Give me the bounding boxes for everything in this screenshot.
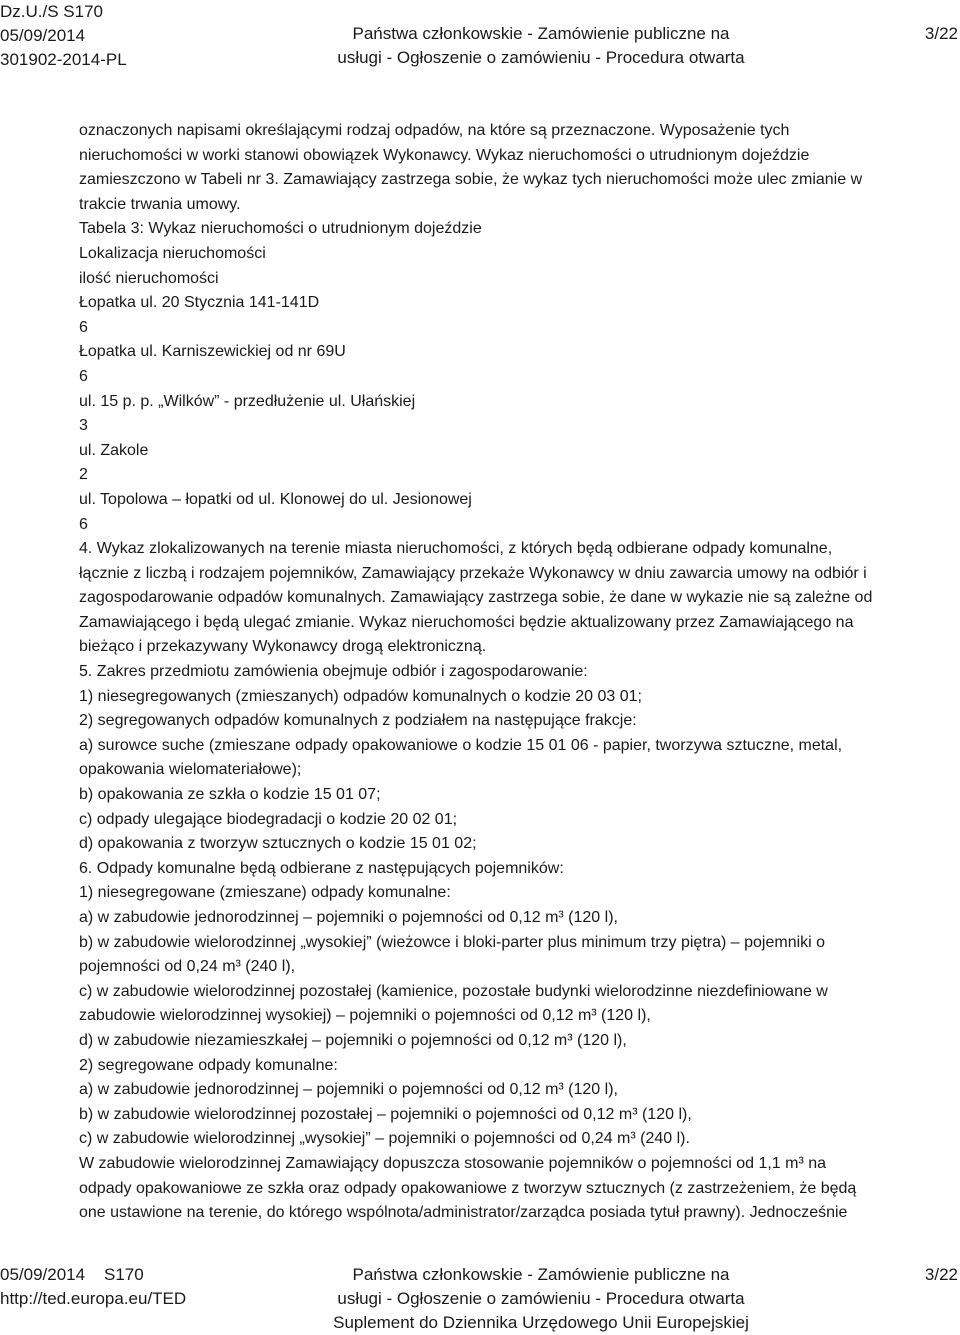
header-title [331,22,751,70]
footer-left [0,1263,186,1311]
body-line: a) surowce suche (zmieszane odpady opakowaniowe o kodzie 15 01 06 - papier, tworzywa sztuczne, metal, [79,736,843,754]
body-line: zabudowie wielorodzinnej wysokiej) – pojemniki o pojemności od 0,12 m³ (120 l), [79,1007,651,1025]
document-body [79,119,957,1226]
body-line: one ustawione na terenie, do którego wspólnota/administrator/zarządca posiada tytuł prawny). Jednocześnie [79,1204,848,1222]
body-line: d) w zabudowie niezamieszkałej – pojemniki o pojemności od 0,12 m³ (120 l), [79,1031,627,1049]
body-line: Tabela 3: Wykaz nieruchomości o utrudnionym dojeździe [79,220,482,238]
body-line: ul. Zakole [79,441,149,459]
header-page-number: 3/22 [924,24,958,43]
footer-supplement: Suplement do Dziennika Urzędowego Unii Europejskiej [333,1313,749,1332]
body-line: 3 [79,417,88,435]
footer-link[interactable]: http://ted.europa.eu/TED [0,1289,187,1308]
footer-title [306,1263,776,1335]
footer-date-series: 05/09/2014 S170 [0,1265,144,1284]
body-line: oznaczonych napisami określającymi rodzaj odpadów, na które są przeznaczone. Wyposażenie tych [79,122,790,139]
body-line: nieruchomości w worki stanowi obowiązek Wykonawcy. Wykaz nieruchomości o utrudnionym dojeździe [79,146,810,164]
body-line: bieżąco i przekazywany Wykonawcy drogą elektroniczną. [79,638,487,656]
body-line: b) w zabudowie wielorodzinnej pozostałej – pojemniki o pojemności od 0,12 m³ (120 l), [79,1105,692,1123]
body-line: Łopatka ul. 20 Stycznia 141-141D [79,294,320,312]
journal-reference: Dz.U./S S170 [0,2,103,21]
body-line: trakcie trwania umowy. [79,195,241,213]
body-line: d) opakowania z tworzyw sztucznych o kodzie 15 01 02; [79,835,477,853]
body-line: ul. 15 p. p. „Wilków” - przedłużenie ul. Ułańskiej [79,392,416,410]
body-line: 6 [79,367,88,385]
notice-number: 301902-2014-PL [0,50,127,69]
footer-title-line: usługi - Ogłoszenie o zamówieniu - Procedura otwarta [337,1289,745,1308]
body-line: 6 [79,318,88,336]
body-line: ilość nieruchomości [79,269,219,287]
body-line: 1) niesegregowane (zmieszane) odpady komunalne: [79,884,451,902]
body-line: Zamawiającego i będą ulegać zmianie. Wykaz nieruchomości będzie aktualizowany przez Zamawiającego na [79,613,854,631]
body-line: c) w zabudowie wielorodzinnej pozostałej (kamienice, pozostałe budynki wielorodzinne niezdefiniowane w [79,982,828,1000]
body-line: 6 [79,515,88,533]
body-line: 5. Zakres przedmiotu zamówienia obejmuje odbiór i zagospodarowanie: [79,663,588,681]
body-line: a) w zabudowie jednorodzinnej – pojemniki o pojemności od 0,12 m³ (120 l), [79,1081,618,1099]
body-line: 1) niesegregowanych (zmieszanych) odpadów komunalnych o kodzie 20 03 01; [79,687,642,705]
page-footer [0,1263,960,1334]
header-title-line: Państwa członkowskie - Zamówienie publiczne na [352,24,730,43]
body-line: Łopatka ul. Karniszewickiej od nr 69U [79,343,346,361]
header-title-line: usługi - Ogłoszenie o zamówieniu - Procedura otwarta [337,48,745,67]
header-left [0,0,127,72]
body-line: 4. Wykaz zlokalizowanych na terenie miasta nieruchomości, z których będą odbierane odpady komunalne, [79,540,833,558]
body-line: a) w zabudowie jednorodzinnej – pojemniki o pojemności od 0,12 m³ (120 l), [79,909,618,926]
body-line: ul. Topolowa – łopatki od ul. Klonowej do ul. Jesionowej [79,490,472,508]
body-line: 2 [79,466,88,484]
body-line: odpady opakowaniowe ze szkła oraz odpady opakowaniowe z tworzyw sztucznych (z zastrzeżeniem, że będą [79,1179,857,1197]
body-line: pojemności od 0,24 m³ (240 l), [79,958,296,976]
body-line: 6. Odpady komunalne będą odbierane z następujących pojemników: [79,859,564,877]
body-line: zagospodarowanie odpadów komunalnych. Zamawiający zastrzega sobie, że dane w wykazie nie są zależne od [79,589,873,607]
footer-page-number: 3/22 [924,1265,958,1284]
body-line: c) odpady ulegające biodegradacji o kodzie 20 02 01; [79,810,458,828]
body-line: łącznie z liczbą i rodzajem pojemników, Zamawiający przekaże Wykonawcy w dniu zawarcia umowy na odbiór i [79,564,867,582]
footer-title-line: Państwa członkowskie - Zamówienie publiczne na [352,1265,730,1284]
publication-date: 05/09/2014 [0,26,86,45]
body-line: opakowania wielomateriałowe); [79,761,302,779]
body-line: Lokalizacja nieruchomości [79,244,266,262]
body-line: b) w zabudowie wielorodzinnej „wysokiej” (wieżowce i bloki-parter plus minimum trzy piętra) – pojemniki o [79,933,826,951]
body-line: 2) segregowane odpady komunalne: [79,1056,338,1074]
body-line: 2) segregowanych odpadów komunalnych z podziałem na następujące frakcje: [79,712,637,730]
body-line: c) w zabudowie wielorodzinnej „wysokiej” – pojemniki o pojemności od 0,24 m³ (240 l). [79,1130,690,1148]
body-line: b) opakowania ze szkła o kodzie 15 01 07; [79,786,381,804]
body-line: W zabudowie wielorodzinnej Zamawiający dopuszcza stosowanie pojemników o pojemności od 1,1 m³ na [79,1154,827,1172]
body-line: zamieszczono w Tabeli nr 3. Zamawiający zastrzega sobie, że wykaz tych nieruchomości może ulec zmianie w [79,171,863,189]
